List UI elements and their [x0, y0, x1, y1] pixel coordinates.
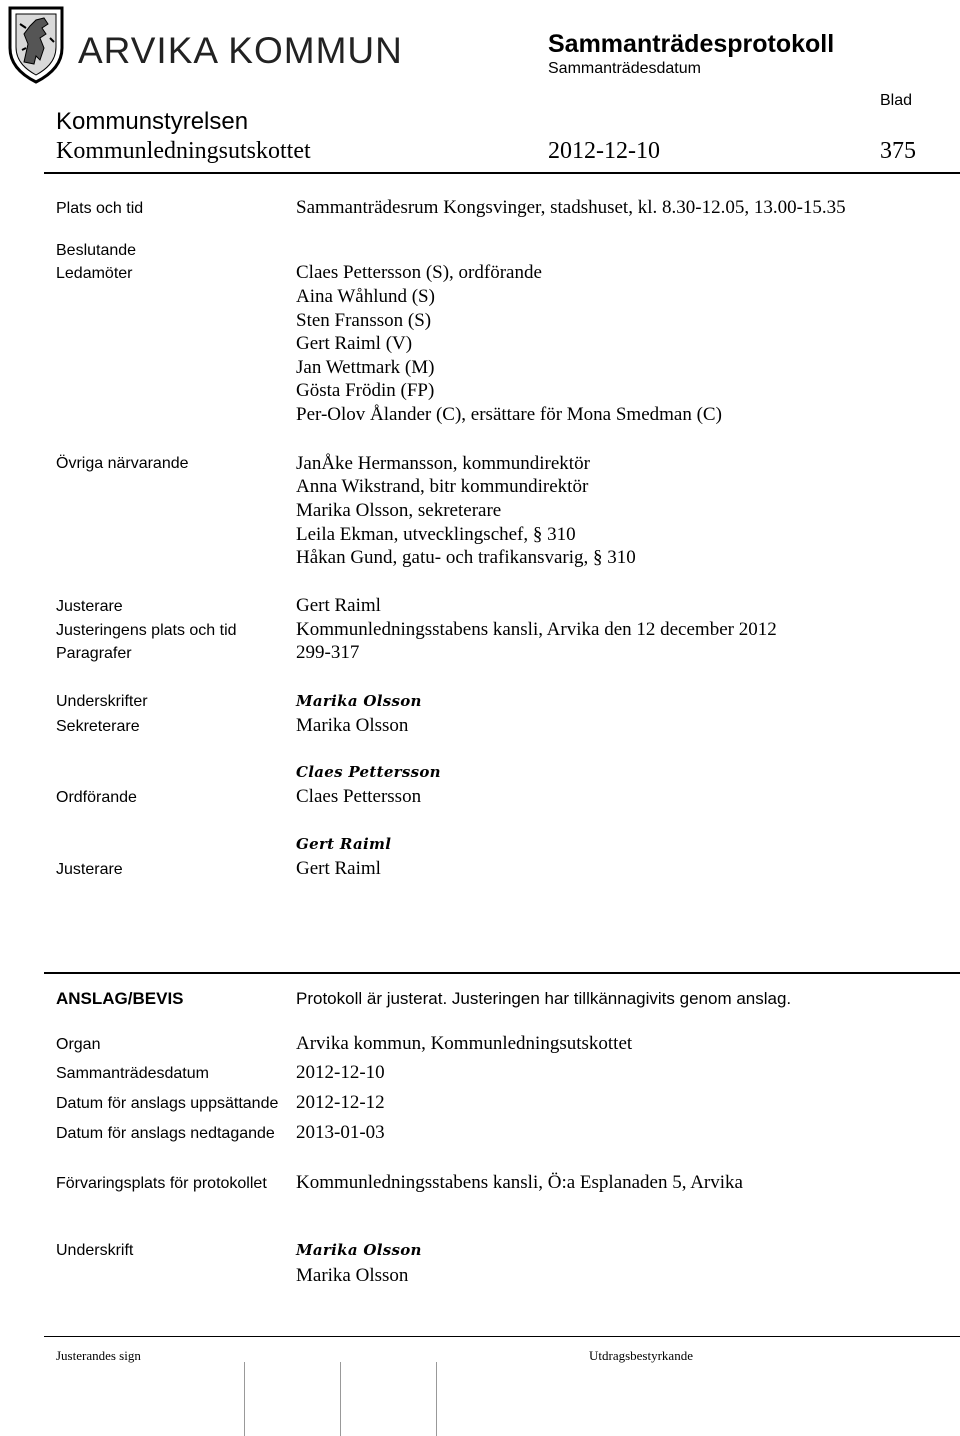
notice-date-value: 2012-12-10: [296, 1062, 385, 1083]
secretary-signature: Marika Olsson: [296, 692, 422, 710]
footer-certification: Utdragsbestyrkande: [589, 1348, 693, 1363]
sign-label: Underskrift: [56, 1242, 134, 1259]
secretary-label: Sekreterare: [56, 718, 140, 735]
attendee-item: Håkan Gund, gatu- och trafikansvarig, § 310: [296, 547, 636, 568]
removed-value: 2013-01-03: [296, 1122, 385, 1143]
footer-sign-box: [340, 1362, 341, 1436]
paragraphs-label: Paragrafer: [56, 645, 132, 662]
members-label: Ledamöter: [56, 265, 133, 282]
date-label: Sammanträdesdatum: [548, 60, 701, 77]
place-value: Sammanträdesrum Kongsvinger, stadshuset, kl. 8.30-12.05, 13.00-15.35: [296, 197, 846, 218]
chair-signature: Claes Pettersson: [296, 763, 441, 781]
posted-label: Datum för anslags uppsättande: [56, 1095, 279, 1112]
place-label: Plats och tid: [56, 200, 144, 217]
adjust-place-value: Kommunledningsstabens kansli, Arvika den 12 december 2012: [296, 619, 777, 640]
committee-name: Kommunledningsutskottet: [56, 138, 311, 164]
adjuster-value: Gert Raiml: [296, 595, 381, 616]
member-item: Gert Raiml (V): [296, 333, 413, 354]
notice-divider: [44, 972, 960, 974]
organ-label: Organ: [56, 1036, 101, 1053]
chair-name: Claes Pettersson: [296, 786, 422, 807]
storage-value: Kommunledningsstabens kansli, Ö:a Esplanaden 5, Arvika: [296, 1172, 743, 1193]
storage-label: Förvaringsplats för protokollet: [56, 1175, 267, 1192]
paragraphs-value: 299-317: [296, 642, 360, 663]
footer-divider: [44, 1336, 960, 1337]
attendee-item: Anna Wikstrand, bitr kommundirektör: [296, 476, 589, 497]
signature-adjuster-label: Justerare: [56, 861, 123, 878]
attendee-item: Leila Ekman, utvecklingschef, § 310: [296, 524, 576, 545]
member-item: Claes Pettersson (S), ordförande: [296, 262, 542, 283]
adjust-place-label: Justeringens plats och tid: [56, 622, 237, 639]
notice-title: ANSLAG/BEVIS: [56, 989, 184, 1008]
organization-name: Kommunstyrelsen: [56, 108, 249, 135]
notice-signature: Marika Olsson: [296, 1241, 422, 1259]
adjuster-label: Justerare: [56, 598, 123, 615]
footer-sign-box: [436, 1362, 437, 1436]
logo-wordmark: ARVIKA KOMMUN: [78, 30, 403, 71]
member-item: Jan Wettmark (M): [296, 357, 435, 378]
chair-label: Ordförande: [56, 789, 137, 806]
others-label: Övriga närvarande: [56, 455, 189, 472]
blad-label: Blad: [880, 92, 913, 109]
member-item: Aina Wåhlund (S): [296, 286, 435, 307]
signatures-label: Underskrifter: [56, 693, 148, 710]
organ-value: Arvika kommun, Kommunledningsutskottet: [296, 1033, 633, 1054]
member-item: Per-Olov Ålander (C), ersättare för Mona Smedman (C): [296, 404, 722, 425]
page-number: 375: [880, 138, 916, 164]
footer-adjuster-sign: Justerandes sign: [56, 1348, 141, 1363]
removed-label: Datum för anslags nedtagande: [56, 1125, 275, 1142]
adjuster-signature: Gert Raiml: [296, 835, 392, 853]
decision-label: Beslutande: [56, 242, 137, 259]
attendee-item: JanÅke Hermansson, kommundirektör: [296, 453, 590, 474]
secretary-name: Marika Olsson: [296, 715, 409, 736]
member-item: Sten Fransson (S): [296, 310, 432, 331]
posted-value: 2012-12-12: [296, 1092, 385, 1113]
header-divider: [44, 172, 960, 174]
notice-text: Protokoll är justerat. Justeringen har tillkännagivits genom anslag.: [296, 989, 792, 1008]
notice-sign-name: Marika Olsson: [296, 1265, 409, 1286]
signature-adjuster-name: Gert Raiml: [296, 858, 381, 879]
member-item: Gösta Frödin (FP): [296, 380, 435, 401]
arvika-crest-icon: [6, 4, 66, 84]
footer-sign-box: [244, 1362, 245, 1436]
document-title: Sammanträdesprotokoll: [548, 30, 835, 58]
attendee-item: Marika Olsson, sekreterare: [296, 500, 502, 521]
notice-date-label: Sammanträdesdatum: [56, 1065, 209, 1082]
meeting-date: 2012-12-10: [548, 138, 660, 164]
